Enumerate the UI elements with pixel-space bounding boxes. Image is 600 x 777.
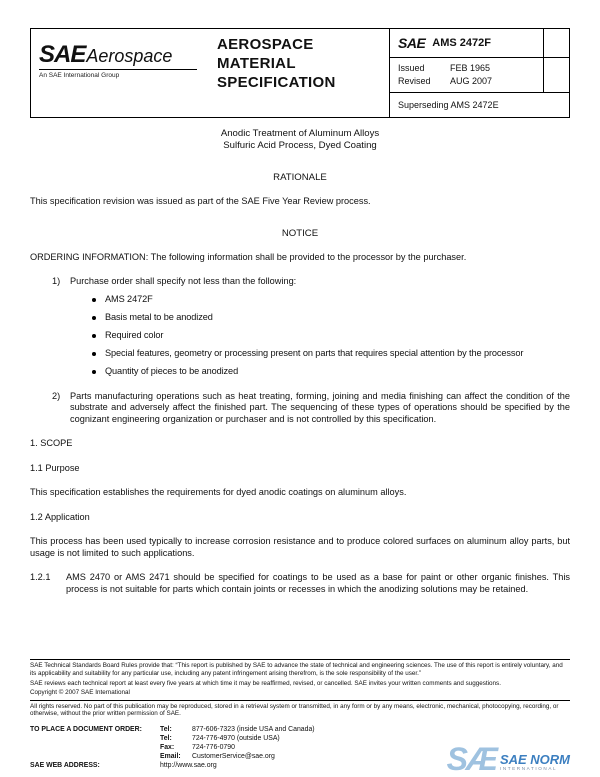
bullet-text: AMS 2472F (105, 294, 153, 304)
purpose-text: This specification establishes the requirements for dyed anodic coatings on aluminum alloys. (30, 487, 407, 497)
bullet-item (30, 366, 570, 378)
sae-norm-subtext: INTERNATIONAL (499, 766, 558, 772)
bullet-text: Basis metal to be anodized (105, 312, 213, 322)
rights-notice: All rights reserved. No part of this publication may be reproduced, stored in a retrieval system or transmitted, in any form or by any means, electronic, mechanical, photocopying, recording, or otherwise, without the prior written permission of SAE. (30, 702, 559, 718)
issued-line (398, 62, 543, 75)
item-number: 2) (52, 390, 61, 401)
notice-heading: NOTICE (281, 227, 319, 239)
ordered-item-2 (30, 391, 570, 426)
sae-logo-text: SAE (39, 41, 86, 68)
section-number: 1.2.1 (30, 572, 51, 582)
dates-row (390, 58, 569, 93)
issued-value: FEB 1965 (450, 63, 491, 73)
legal-notice-1: SAE Technical Standards Board Rules provide that: “This report is published by SAE to advance the state of technical and engineering sciences. The use of this report is entirely voluntary, and its applicability and suitability for any particular use, including any patent infringement arising therefrom, is the sole responsibility of the user.” (30, 662, 563, 678)
sae-norm-wordmark (500, 753, 570, 772)
tel-value: 877-606-7323 (inside USA and Canada) (192, 726, 315, 733)
bullet-item (30, 294, 570, 306)
logo-tagline: An SAE International Group (39, 72, 120, 79)
application-heading: 1.2 Application (30, 511, 90, 522)
bullet-text: Special features, geometry or processing present on parts that requires special attention by the processor (105, 348, 524, 358)
ordering-information: ORDERING INFORMATION: The following information shall be provided to the processor by the purchaser. (30, 251, 467, 262)
divider (30, 659, 570, 660)
tel-label: Tel: (160, 726, 172, 733)
item-number: 1) (52, 276, 61, 286)
copyright-notice: Copyright © 2007 SAE International (30, 689, 130, 697)
section-text: AMS 2470 or AMS 2471 should be specified for coatings to be used as a base for paint or other organic finishes. This process is not suitable for parts which contain joints or recesses in which the anodizing solutions may be retained. (66, 572, 570, 594)
spacer (30, 734, 160, 743)
footer (30, 656, 570, 777)
email-label: Email: (160, 753, 181, 760)
item-text: Purchase order shall specify not less than the following: (70, 276, 297, 286)
blank-box (543, 29, 569, 57)
header-reference-cell (389, 29, 569, 117)
legal-notice-2: SAE reviews each technical report at least every five years at which time it may be reaffirmed, revised, or cancelled. SAE invites your written comments and suggestions. (30, 679, 501, 687)
title-line-2: Sulfuric Acid Process, Dyed Coating (223, 140, 377, 151)
doc-number (390, 29, 543, 57)
fax-label: Fax: (160, 744, 175, 751)
tel-label: Tel: (160, 735, 172, 742)
revised-label: Revised (398, 76, 431, 86)
web-address-value: http://www.sae.org (160, 762, 217, 769)
issued-label: Issued (398, 63, 425, 73)
contact-row (30, 725, 570, 734)
doc-type-line: AEROSPACE (217, 36, 314, 53)
aerospace-logo-text: Aerospace (86, 46, 173, 66)
logo-row (39, 43, 197, 70)
document-type-title (217, 35, 336, 117)
rationale-text: This specification revision was issued as part of the SAE Five Year Review process. (30, 196, 371, 206)
spacer (30, 752, 160, 761)
sae-mark: SAE (398, 35, 426, 51)
doc-number-text: AMS 2472F (432, 37, 491, 49)
sae-norm-text: SAE NORM (499, 751, 570, 767)
rationale-heading: RATIONALE (273, 172, 327, 183)
fax-value: 724-776-0790 (192, 744, 235, 751)
blank-box (543, 58, 569, 92)
revised-value: AUG 2007 (450, 76, 493, 86)
web-address-label: SAE WEB ADDRESS: (30, 762, 100, 769)
bullet-icon (92, 370, 96, 374)
divider (30, 700, 570, 701)
doc-type-line: MATERIAL (217, 55, 296, 72)
scope-heading: 1. SCOPE (30, 438, 73, 448)
bullet-icon (92, 352, 96, 356)
dates (390, 58, 543, 92)
bullet-list (30, 294, 570, 378)
order-label: TO PLACE A DOCUMENT ORDER: (30, 726, 142, 733)
purpose-heading: 1.1 Purpose (30, 462, 80, 473)
title-line-1: Anodic Treatment of Aluminum Alloys (220, 128, 380, 139)
contact-block (30, 725, 570, 777)
bullet-text: Required color (105, 330, 164, 340)
bullet-item (30, 348, 570, 360)
superseding-row: Superseding AMS 2472E (398, 100, 499, 110)
spacer (30, 743, 160, 752)
document-header (30, 28, 570, 118)
tel-value: 724-776-4970 (outside USA) (192, 735, 280, 742)
section-1-2-1 (30, 572, 570, 595)
bullet-icon (92, 316, 96, 320)
doc-number-row (390, 29, 569, 58)
email-value: CustomerService@sae.org (192, 753, 275, 760)
bullet-text: Quantity of pieces to be anodized (105, 366, 239, 376)
application-text: This process has been used typically to increase corrosion resistance and to produce colored surfaces on aluminum alloy parts, but usage is not limited to such applications. (30, 536, 570, 558)
sae-norm-glyph: SÆ (446, 741, 496, 777)
sae-norm-logo (446, 741, 570, 777)
bullet-icon (92, 334, 96, 338)
item-text: Parts manufacturing operations such as heat treating, forming, joining and media finishing can affect the condition of the substrate and adversely affect the finished part. The sequencing of these types of operations should be specified by the cognizant engineering organization or purchaser and is not controlled by this specification. (70, 390, 570, 424)
bullet-item (30, 330, 570, 342)
doc-type-line: SPECIFICATION (217, 74, 336, 91)
document-title (30, 128, 570, 152)
header-left-cell (31, 29, 389, 117)
bullet-item (30, 312, 570, 324)
revised-line (398, 75, 543, 88)
bullet-icon (92, 298, 96, 302)
ordered-item-1 (30, 276, 570, 288)
sae-aerospace-logo (39, 43, 197, 117)
